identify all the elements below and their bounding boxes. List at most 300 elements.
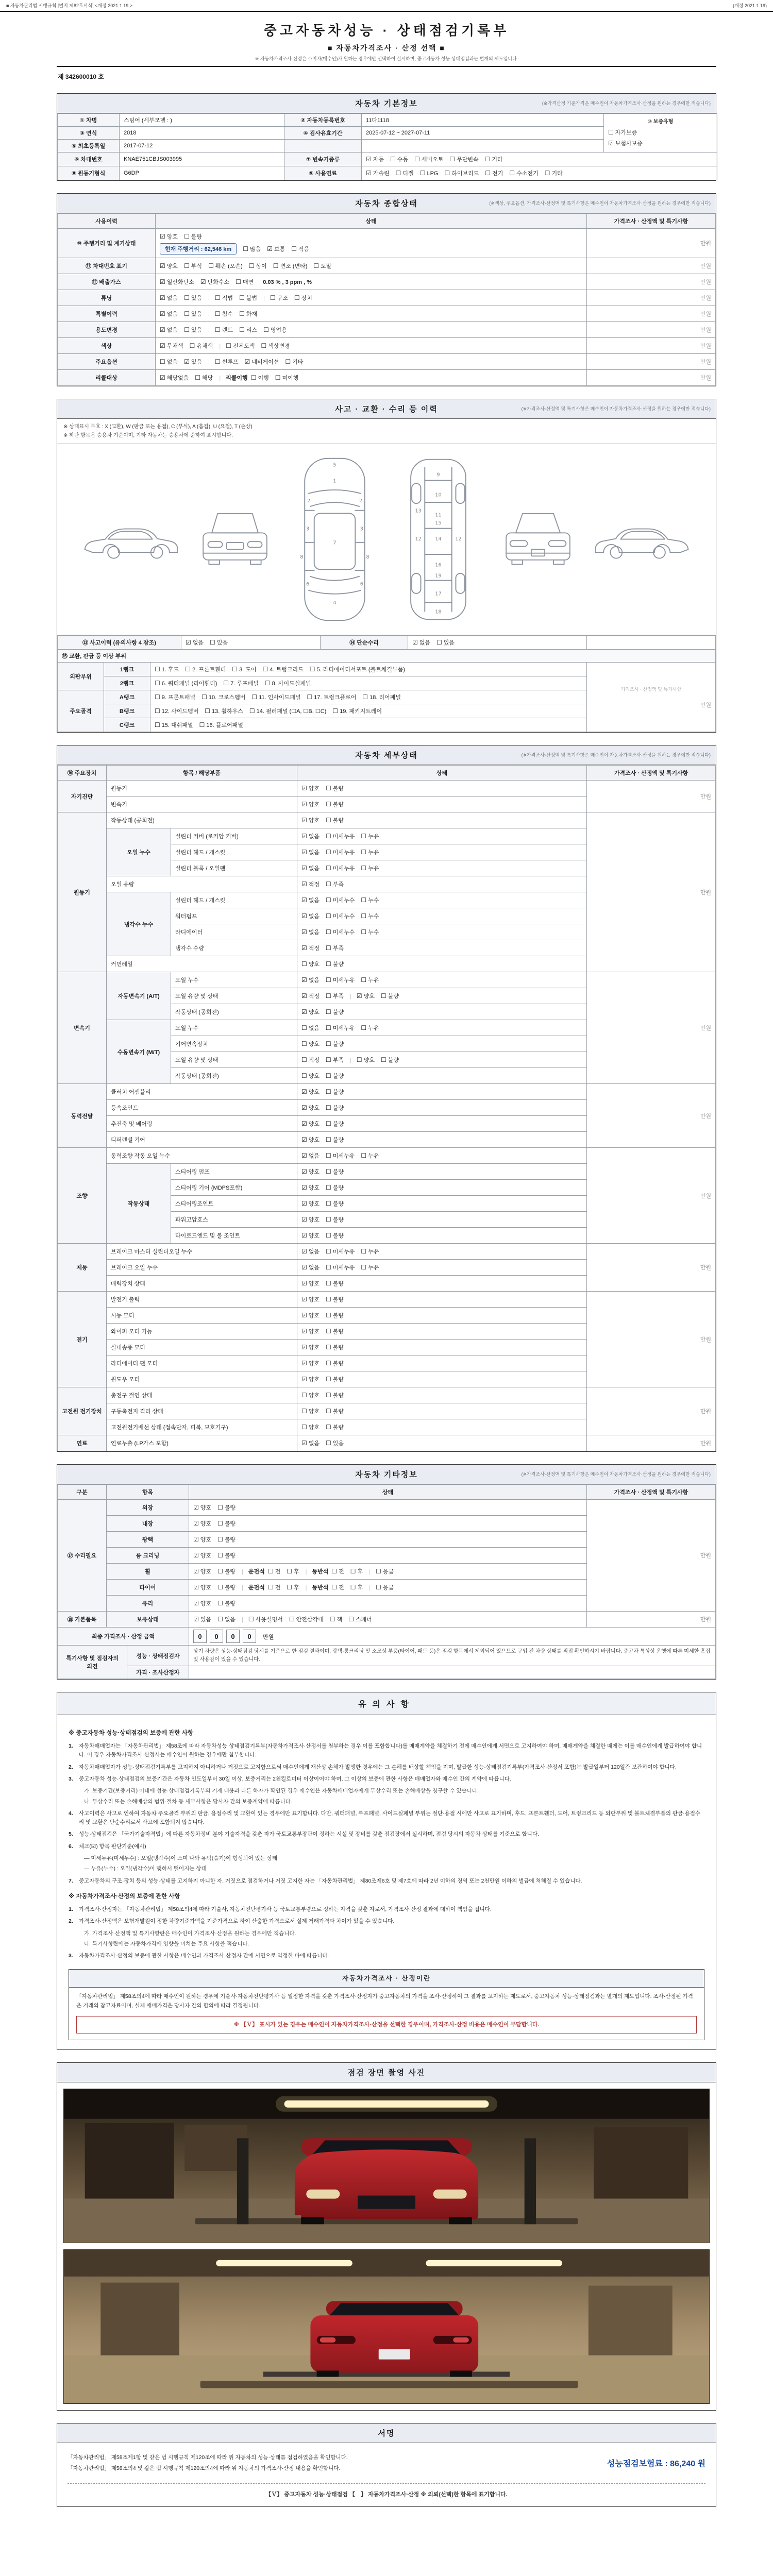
item-label: 실내송풍 모터 <box>107 1340 297 1355</box>
option-checked[interactable]: ☑ 양호 <box>301 1360 320 1367</box>
item-state <box>297 1148 587 1164</box>
checkbox-icon: ☐ <box>326 1232 331 1239</box>
option-unchecked[interactable]: ☐ 없음 <box>301 1024 320 1031</box>
item-label: 오일 누수 <box>171 1020 297 1036</box>
checkbox-icon: ☑ <box>301 1376 307 1383</box>
option-unchecked[interactable]: ☐ 부족 <box>326 944 344 952</box>
option-unchecked[interactable]: ☐ 적정 <box>301 1056 320 1063</box>
option-checked[interactable]: ☑ 없음 <box>301 896 320 904</box>
option-checked[interactable]: ☑ 양호 <box>301 1376 320 1383</box>
option-unchecked[interactable]: ☐ 19. 패키지트레이 <box>332 707 382 715</box>
option-group <box>301 834 385 840</box>
checkbox-icon: ☑ <box>160 326 165 333</box>
option-checked[interactable]: ☑ 양호 <box>193 1584 212 1591</box>
option-unchecked[interactable]: ☐ 15. 대쉬패널 <box>155 721 193 728</box>
option-checked[interactable]: ☑ 양호 <box>193 1552 212 1559</box>
option-checked[interactable]: ☑ 없음 <box>160 326 178 333</box>
option-unchecked[interactable]: ☐ 미세누유 <box>326 1264 355 1271</box>
option-unchecked[interactable]: ☐ 불량 <box>326 1360 344 1367</box>
option-line <box>301 1102 582 1113</box>
option-unchecked[interactable]: ☐ 6. 쿼터패널 (리어휀더) <box>155 680 217 687</box>
option-checked[interactable]: ☑ 양호 <box>301 1312 320 1319</box>
inspection-photo-front <box>63 2089 710 2243</box>
option-unchecked[interactable]: ☐ 불량 <box>184 233 203 240</box>
option-unchecked[interactable]: ☐ 유채색 <box>189 342 213 349</box>
notice-item-text: 성능·상태점검은 「국가기술자격법」에 따른 자동차정비 분야 기술자격을 갖춘 자가 국토교통부장관이 정하는 시설 및 장비를 갖춘 점검장에서 실시하며, 점검 당시의 자동차 상태를 기준으로 합니다. <box>79 1831 539 1838</box>
item-state <box>297 1020 587 1036</box>
option-unchecked[interactable]: ☐ 응급 <box>376 1568 394 1575</box>
option-unchecked[interactable]: ☐ 불량 <box>326 1072 344 1079</box>
option-unchecked[interactable]: ☐ 불량 <box>217 1600 236 1607</box>
option-unchecked[interactable]: ☐ 양호 <box>301 1040 320 1047</box>
option-unchecked[interactable]: ☐ 불량 <box>326 1120 344 1127</box>
model-year-label: ③ 연식 <box>58 127 120 140</box>
option-unchecked[interactable]: ☐ 있음 <box>436 639 455 646</box>
option-unchecked[interactable]: ☐ 영업용 <box>263 326 287 333</box>
option-group <box>248 1617 378 1623</box>
option-unchecked[interactable]: ☐ 렌트 <box>214 326 233 333</box>
option-unchecked[interactable]: ☐ 자가보증 <box>608 128 637 136</box>
option-unchecked[interactable]: ☐ 훼손 (오손) <box>208 262 243 269</box>
option-unchecked[interactable]: ☐ 미세누수 <box>326 912 355 920</box>
option-checked[interactable]: ☑ 양호 <box>301 801 320 808</box>
option-unchecked[interactable]: ☐ 누유 <box>361 1152 379 1159</box>
rank-label: 1랭크 <box>104 663 150 676</box>
option-unchecked[interactable]: ☐ 3. 도어 <box>232 666 257 673</box>
option-unchecked[interactable]: ☐ 스패너 <box>348 1616 372 1623</box>
option-unchecked[interactable]: ☐ 불량 <box>380 1056 399 1063</box>
option-unchecked[interactable]: ☐ 불량 <box>217 1568 236 1575</box>
option-unchecked[interactable]: ☐ 있음 <box>210 639 228 646</box>
option-unchecked[interactable]: ☐ 불량 <box>326 1328 344 1335</box>
option-unchecked[interactable]: ☐ 불량 <box>326 1088 344 1095</box>
option-unchecked[interactable]: ☐ 누수 <box>361 928 379 936</box>
option-unchecked[interactable]: ☐ 누유 <box>361 849 379 856</box>
option-checked[interactable]: ☑ 보통 <box>267 245 285 252</box>
option-unchecked[interactable]: ☐ 9. 프론트패널 <box>155 693 196 701</box>
option-unchecked[interactable]: ☐ 불량 <box>326 785 344 792</box>
option-unchecked[interactable]: ☐ 적법 <box>214 294 233 301</box>
option-group <box>243 246 315 252</box>
option-line <box>301 1118 582 1129</box>
checkbox-icon: ☐ <box>608 128 614 136</box>
overall-row <box>58 258 716 274</box>
option-checked[interactable]: ☑ 없음 <box>160 294 178 301</box>
fuel-options <box>362 166 717 180</box>
option-checked[interactable]: ☑ 양호 <box>160 262 178 269</box>
option-unchecked[interactable]: ☐ 불량 <box>326 1423 344 1431</box>
option-checked[interactable]: ☑ 자동 <box>366 156 384 163</box>
item-state <box>297 1387 587 1403</box>
item-label: 작동상태 (공회전) <box>171 1068 297 1084</box>
option-unchecked[interactable]: ☐ 디젤 <box>395 170 414 177</box>
option-unchecked[interactable]: ☐ 누유 <box>361 1248 379 1255</box>
option-checked[interactable]: ☑ 보험사보증 <box>608 139 643 147</box>
option-unchecked[interactable]: ☐ 양호 <box>301 1072 320 1079</box>
option-unchecked[interactable]: ☐ 미세누유 <box>326 976 355 984</box>
option-unchecked[interactable]: ☐ 후 <box>287 1584 299 1591</box>
group-divider: | <box>350 993 351 999</box>
option-checked[interactable]: ☑ 없음 <box>301 912 320 920</box>
option-checked[interactable]: ☑ 양호 <box>301 1232 320 1239</box>
option-checked[interactable]: ☑ 양호 <box>301 1280 320 1287</box>
option-unchecked[interactable]: ☐ 전체도색 <box>226 342 255 349</box>
option-unchecked[interactable]: ☐ 기타 <box>544 170 563 177</box>
option-checked[interactable]: ☑ 일산화탄소 <box>160 278 194 285</box>
option-unchecked[interactable]: ☐ 13. 휠하우스 <box>205 707 243 715</box>
option-checked[interactable]: ☑ 없음 <box>186 639 204 646</box>
option-unchecked[interactable]: ☐ 리스 <box>239 326 257 333</box>
option-checked[interactable]: ☑ 가솔린 <box>366 170 390 177</box>
option-group <box>301 1153 385 1159</box>
svg-text:16: 16 <box>435 562 442 568</box>
option-checked[interactable]: ☑ 양호 <box>193 1520 212 1527</box>
option-unchecked[interactable]: ☐ 미이행 <box>275 374 299 381</box>
option-unchecked[interactable]: ☐ 전기 <box>485 170 503 177</box>
option-unchecked[interactable]: ☐ 도말 <box>313 262 332 269</box>
option-unchecked[interactable]: ☐ 미세누유 <box>326 865 355 872</box>
option-unchecked[interactable]: ☐ 후 <box>350 1584 363 1591</box>
item-label: 라디에이터 팬 모터 <box>107 1355 297 1371</box>
option-unchecked[interactable]: ☐ 5. 라디에이터서포트 (볼트체결부품) <box>309 666 405 673</box>
option-checked[interactable]: ☑ 양호 <box>193 1504 212 1511</box>
option-unchecked[interactable]: ☐ 상이 <box>248 262 267 269</box>
option-unchecked[interactable]: ☐ 있음 <box>326 1439 344 1447</box>
option-unchecked[interactable]: ☐ 11. 인사이드패널 <box>251 693 301 701</box>
option-checked[interactable]: ☑ 없음 <box>301 1248 320 1255</box>
remarks-table <box>57 1645 716 1679</box>
etc-item-label: 외장 <box>107 1500 189 1516</box>
option-unchecked[interactable]: ☐ 전 <box>267 1568 281 1575</box>
option-unchecked[interactable]: ☐ 안전삼각대 <box>289 1616 324 1623</box>
device-label: 자기진단 <box>58 781 107 812</box>
option-unchecked[interactable]: ☐ 장치 <box>294 294 312 301</box>
option-unchecked[interactable]: ☐ 적음 <box>291 245 310 252</box>
checkbox-icon: ☑ <box>193 1520 199 1527</box>
group-divider: | <box>242 1585 243 1591</box>
option-unchecked[interactable]: ☐ 매연 <box>236 278 254 285</box>
option-unchecked[interactable]: ☐ 수소전기 <box>509 170 539 177</box>
option-checked[interactable]: ☑ 없음 <box>301 1152 320 1159</box>
option-checked[interactable]: ☑ 양호 <box>301 1120 320 1127</box>
notice-item-text: 자동차매매업자가 성능·상태점검기록부를 고지하지 아니하거나 거짓으로 고지함으로써 매수인에게 재산상 손해가 발생한 경우에는 그 손해를 배상할 책임을 지며, 발급한 성능·상태점검기록부(가격조사·산정서 포함)는 발급일부터 120일간 보관하여야 합니다. <box>79 1764 677 1770</box>
option-unchecked[interactable]: ☐ 불량 <box>326 1104 344 1111</box>
option-unchecked[interactable]: ☐ 불량 <box>326 801 344 808</box>
option-checked[interactable]: ☑ 양호 <box>301 1216 320 1223</box>
option-unchecked[interactable]: ☐ 불량 <box>326 1232 344 1239</box>
item-state <box>297 1355 587 1371</box>
option-group <box>301 1409 350 1415</box>
option-unchecked[interactable]: ☐ 불법 <box>239 294 257 301</box>
option-line <box>160 276 582 287</box>
option-line <box>301 815 582 826</box>
option-unchecked[interactable]: ☐ 색상변경 <box>261 342 290 349</box>
option-unchecked[interactable]: ☐ 불량 <box>326 1008 344 1015</box>
option-unchecked[interactable]: ☐ 있음 <box>184 294 203 301</box>
option-unchecked[interactable]: ☐ 불량 <box>326 1312 344 1319</box>
option-checked[interactable]: ☑ 네비게이션 <box>244 358 279 365</box>
option-checked[interactable]: ☑ 없음 <box>301 1264 320 1271</box>
option-checked[interactable]: ☑ 양호 <box>356 992 375 999</box>
option-unchecked[interactable]: ☐ 불량 <box>326 1040 344 1047</box>
option-unchecked[interactable]: ☐ 부족 <box>326 1056 344 1063</box>
option-unchecked[interactable]: ☐ 미세누수 <box>326 896 355 904</box>
option-unchecked[interactable]: ☐ 불량 <box>380 992 399 999</box>
option-unchecked[interactable]: ☐ 있음 <box>184 310 203 317</box>
option-unchecked[interactable]: ☐ 많음 <box>243 245 261 252</box>
option-checked[interactable]: ☑ 없음 <box>301 976 320 984</box>
option-checked[interactable]: ☑ 양호 <box>193 1600 212 1607</box>
svg-text:5: 5 <box>333 462 337 468</box>
option-checked[interactable]: ☑ 있음 <box>184 358 203 365</box>
option-checked[interactable]: ☑ 적정 <box>301 944 320 952</box>
checkbox-icon: ☐ <box>326 785 331 792</box>
option-unchecked[interactable]: ☐ 후 <box>350 1568 363 1575</box>
option-unchecked[interactable]: ☐ 누유 <box>361 865 379 872</box>
subgroup-label: 자동변속기 (A/T) <box>107 972 171 1020</box>
option-unchecked[interactable]: ☐ 있음 <box>184 326 203 333</box>
option-checked[interactable]: ☑ 양호 <box>301 1104 320 1111</box>
option-unchecked[interactable]: ☐ 부식 <box>184 262 203 269</box>
option-checked[interactable]: ☑ 적정 <box>301 880 320 888</box>
option-unchecked[interactable]: ☐ 불량 <box>217 1504 236 1511</box>
option-checked[interactable]: ☑ 없음 <box>412 639 431 646</box>
checkbox-icon: ☐ <box>239 294 245 301</box>
option-unchecked[interactable]: ☐ 양호 <box>301 1392 320 1399</box>
option-unchecked[interactable]: ☐ 부족 <box>326 880 344 888</box>
signature-statements <box>68 2452 348 2474</box>
option-checked[interactable]: ☑ 없음 <box>301 849 320 856</box>
option-checked[interactable]: ☑ 양호 <box>301 1200 320 1207</box>
option-unchecked[interactable]: ☐ 누유 <box>361 1264 379 1271</box>
option-unchecked[interactable]: ☐ 해당 <box>195 374 213 381</box>
option-checked[interactable]: ☑ 적정 <box>301 992 320 999</box>
option-checked[interactable]: ☑ 양호 <box>301 1088 320 1095</box>
option-line <box>301 1134 582 1145</box>
checkbox-icon: ☐ <box>214 326 221 333</box>
option-unchecked[interactable]: ☐ 10. 크로스멤버 <box>201 693 246 701</box>
option-unchecked[interactable]: ☐ 잭 <box>329 1616 343 1623</box>
option-group <box>301 1057 350 1063</box>
option-unchecked[interactable]: ☐ 불량 <box>326 1376 344 1383</box>
device-label: 연료 <box>58 1435 107 1451</box>
option-checked[interactable]: ☑ 양호 <box>301 1136 320 1143</box>
option-unchecked[interactable]: ☐ 누유 <box>361 1024 379 1031</box>
option-unchecked[interactable]: ☐ 불량 <box>326 960 344 968</box>
option-unchecked[interactable]: ☐ 미세누수 <box>326 928 355 936</box>
svg-text:4: 4 <box>333 600 337 606</box>
device-label: 원동기 <box>58 812 107 972</box>
item-state <box>297 796 587 812</box>
option-unchecked[interactable]: ☐ 누수 <box>361 896 379 904</box>
option-unchecked[interactable]: ☐ 불량 <box>326 1392 344 1399</box>
svg-text:1: 1 <box>333 478 337 484</box>
item-label: 와이퍼 모터 기능 <box>107 1324 297 1340</box>
option-unchecked[interactable]: ☐ 전 <box>331 1568 344 1575</box>
option-unchecked[interactable]: ☐ 무단변속 <box>449 156 479 163</box>
option-checked[interactable]: ☑ 없음 <box>301 833 320 840</box>
option-unchecked[interactable]: ☐ 후 <box>287 1568 299 1575</box>
option-unchecked[interactable]: ☐ 화재 <box>239 310 257 317</box>
option-unchecked[interactable]: ☐ 기타 <box>484 156 503 163</box>
option-unchecked[interactable]: ☐ 불량 <box>326 1136 344 1143</box>
option-unchecked[interactable]: ☐ 불량 <box>217 1584 236 1591</box>
option-checked[interactable]: ☑ 양호 <box>193 1568 212 1575</box>
option-unchecked[interactable]: ☐ 불량 <box>326 1216 344 1223</box>
checkbox-icon: ☑ <box>301 928 307 936</box>
option-checked[interactable]: ☑ 양호 <box>301 785 320 792</box>
option-unchecked[interactable]: ☐ 2. 프론트휀더 <box>185 666 226 673</box>
option-unchecked[interactable]: ☐ 썬루프 <box>214 358 239 365</box>
option-checked[interactable]: ☑ 양호 <box>301 1296 320 1303</box>
option-unchecked[interactable]: ☐ 기타 <box>285 358 304 365</box>
checkbox-icon: ☑ <box>301 1216 307 1223</box>
option-unchecked[interactable]: ☐ 전 <box>331 1584 344 1591</box>
option-checked[interactable]: ☑ 양호 <box>301 1184 320 1191</box>
option-unchecked[interactable]: ☐ 누유 <box>361 833 379 840</box>
option-unchecked[interactable]: ☐ 불량 <box>326 1168 344 1175</box>
checkbox-icon: ☐ <box>326 1200 331 1207</box>
checkbox-icon: ☑ <box>301 1136 307 1143</box>
option-unchecked[interactable]: ☐ 응급 <box>376 1584 394 1591</box>
option-unchecked[interactable]: ☐ 세미오토 <box>414 156 444 163</box>
option-unchecked[interactable]: ☐ 양호 <box>301 960 320 968</box>
option-unchecked[interactable]: ☐ 양호 <box>301 1423 320 1431</box>
option-unchecked[interactable]: ☐ 구조 <box>270 294 288 301</box>
option-checked[interactable]: ☑ 없음 <box>301 928 320 936</box>
checkbox-icon: ☐ <box>251 693 258 701</box>
item-state <box>297 1276 587 1292</box>
option-checked[interactable]: ☑ 없음 <box>160 310 178 317</box>
option-checked[interactable]: ☑ 무채색 <box>160 342 183 349</box>
option-checked[interactable]: ☑ 탄화수소 <box>200 278 230 285</box>
option-unchecked[interactable]: ☐ 불량 <box>217 1536 236 1543</box>
option-checked[interactable]: ☑ 양호 <box>301 817 320 824</box>
etc-header-row <box>58 1485 716 1500</box>
option-unchecked[interactable]: ☐ 양호 <box>301 1408 320 1415</box>
option-unchecked[interactable]: ☐ 12. 사이드멤버 <box>155 707 199 715</box>
checkbox-icon: ☑ <box>160 342 165 349</box>
option-checked[interactable]: ☑ 해당없음 <box>160 374 189 381</box>
option-group <box>312 1569 369 1575</box>
item-label: 실린더 헤드 / 개스킷 <box>171 844 297 860</box>
checkbox-icon: ☑ <box>193 1504 199 1511</box>
option-unchecked[interactable]: ☐ 부족 <box>326 992 344 999</box>
option-unchecked[interactable]: ☐ 불량 <box>217 1520 236 1527</box>
notice-subitem: 나. 무상수리 또는 손해배상의 범위·절차 등 세부사항은 당사자 간의 보증계약에 따릅니다. <box>84 1798 292 1805</box>
option-unchecked[interactable]: ☐ 14. 필러패널 (☐A, ☐B, ☐C) <box>249 707 327 715</box>
svg-text:18: 18 <box>435 609 442 615</box>
option-unchecked[interactable]: ☐ 18. 리어패널 <box>362 693 401 701</box>
checkbox-icon: ☑ <box>366 156 372 163</box>
col-usage-history: 사용이력 <box>58 214 156 229</box>
option-unchecked[interactable]: ☐ 7. 루프패널 <box>223 680 259 687</box>
checkbox-icon: ☐ <box>326 1216 331 1223</box>
option-checked[interactable]: ☑ 있음 <box>193 1616 212 1623</box>
option-unchecked[interactable]: ☐ 없음 <box>160 358 178 365</box>
group-divider: | <box>305 1569 307 1575</box>
option-unchecked[interactable]: ☐ 하이브리드 <box>444 170 479 177</box>
option-unchecked[interactable]: ☐ 불량 <box>326 1280 344 1287</box>
option-checked[interactable]: ☑ 없음 <box>301 865 320 872</box>
rank-label: 2랭크 <box>104 676 150 690</box>
option-line <box>301 926 582 938</box>
checkbox-icon: ☑ <box>301 1312 307 1319</box>
checkbox-icon: ☐ <box>250 374 257 381</box>
option-unchecked[interactable]: ☐ 불량 <box>217 1552 236 1559</box>
overall-row-state <box>156 290 587 306</box>
checkbox-icon: ☐ <box>414 156 420 163</box>
car-side-left-diagram <box>80 516 178 563</box>
checkbox-icon: ☑ <box>193 1568 199 1575</box>
option-unchecked[interactable]: ☐ 미세누유 <box>326 1248 355 1255</box>
option-unchecked[interactable]: ☐ 침수 <box>214 310 233 317</box>
option-unchecked[interactable]: ☐ 이행 <box>250 374 269 381</box>
option-unchecked[interactable]: ☐ LPG <box>419 170 439 177</box>
item-state <box>297 812 587 828</box>
option-unchecked[interactable]: ☐ 불량 <box>326 1296 344 1303</box>
car-top-exterior-diagram <box>292 454 377 624</box>
option-checked[interactable]: ☑ 양호 <box>193 1536 212 1543</box>
option-unchecked[interactable]: ☐ 불량 <box>326 817 344 824</box>
option-unchecked[interactable]: ☐ 불량 <box>326 1344 344 1351</box>
option-unchecked[interactable]: ☐ 수동 <box>390 156 409 163</box>
option-unchecked[interactable]: ☐ 17. 트렁크플로어 <box>307 693 357 701</box>
option-unchecked[interactable]: ☐ 양호 <box>356 1056 375 1063</box>
option-unchecked[interactable]: ☐ 누유 <box>361 976 379 984</box>
price-cell: 만원 <box>587 338 716 354</box>
option-unchecked[interactable]: ☐ 불량 <box>326 1408 344 1415</box>
option-unchecked[interactable]: ☐ 불량 <box>326 1184 344 1191</box>
svg-text:8: 8 <box>300 554 304 560</box>
overall-row-state <box>156 322 587 338</box>
option-unchecked[interactable]: ☐ 전 <box>267 1584 281 1591</box>
option-unchecked[interactable]: ☐ 미세누유 <box>326 1152 355 1159</box>
option-unchecked[interactable]: ☐ 미세누유 <box>326 833 355 840</box>
option-unchecked[interactable]: ☐ 누수 <box>361 912 379 920</box>
option-checked[interactable]: ☑ 양호 <box>301 1008 320 1015</box>
option-checked[interactable]: ☑ 없음 <box>301 1439 320 1447</box>
option-checked[interactable]: ☑ 양호 <box>301 1328 320 1335</box>
option-unchecked[interactable]: ☐ 8. 사이드실패널 <box>264 680 311 687</box>
inspection-photo-rear <box>63 2249 710 2404</box>
reg-no-label: ② 자동차등록번호 <box>284 114 362 127</box>
document-number: 제 342600010 호 <box>58 73 104 80</box>
option-unchecked[interactable]: ☐ 미세누유 <box>326 1024 355 1031</box>
option-unchecked[interactable]: ☐ 없음 <box>217 1616 236 1623</box>
checkbox-icon: ☐ <box>326 1040 331 1047</box>
option-checked[interactable]: ☑ 양호 <box>160 233 178 240</box>
checkbox-icon: ☑ <box>186 639 191 646</box>
option-unchecked[interactable]: ☐ 1. 후드 <box>155 666 179 673</box>
option-unchecked[interactable]: ☐ 변조 (변타) <box>273 262 308 269</box>
option-checked[interactable]: ☑ 양호 <box>301 1168 320 1175</box>
option-unchecked[interactable]: ☐ 4. 트렁크리드 <box>262 666 304 673</box>
option-group <box>301 1313 350 1319</box>
notice-item-number: 3. <box>69 1775 73 1782</box>
svg-text:15: 15 <box>435 520 442 526</box>
checkbox-icon: ☐ <box>291 245 297 252</box>
price-cell: 만원 <box>587 306 716 322</box>
option-unchecked[interactable]: ☐ 사용설명서 <box>248 1616 283 1623</box>
option-unchecked[interactable]: ☐ 불량 <box>326 1200 344 1207</box>
option-line <box>301 1262 582 1273</box>
option-checked[interactable]: ☑ 양호 <box>301 1344 320 1351</box>
option-unchecked[interactable]: ☐ 16. 플로어패널 <box>199 721 243 728</box>
option-unchecked[interactable]: ☐ 미세누유 <box>326 849 355 856</box>
option-line <box>301 1086 582 1097</box>
rank-label: C랭크 <box>104 718 150 732</box>
